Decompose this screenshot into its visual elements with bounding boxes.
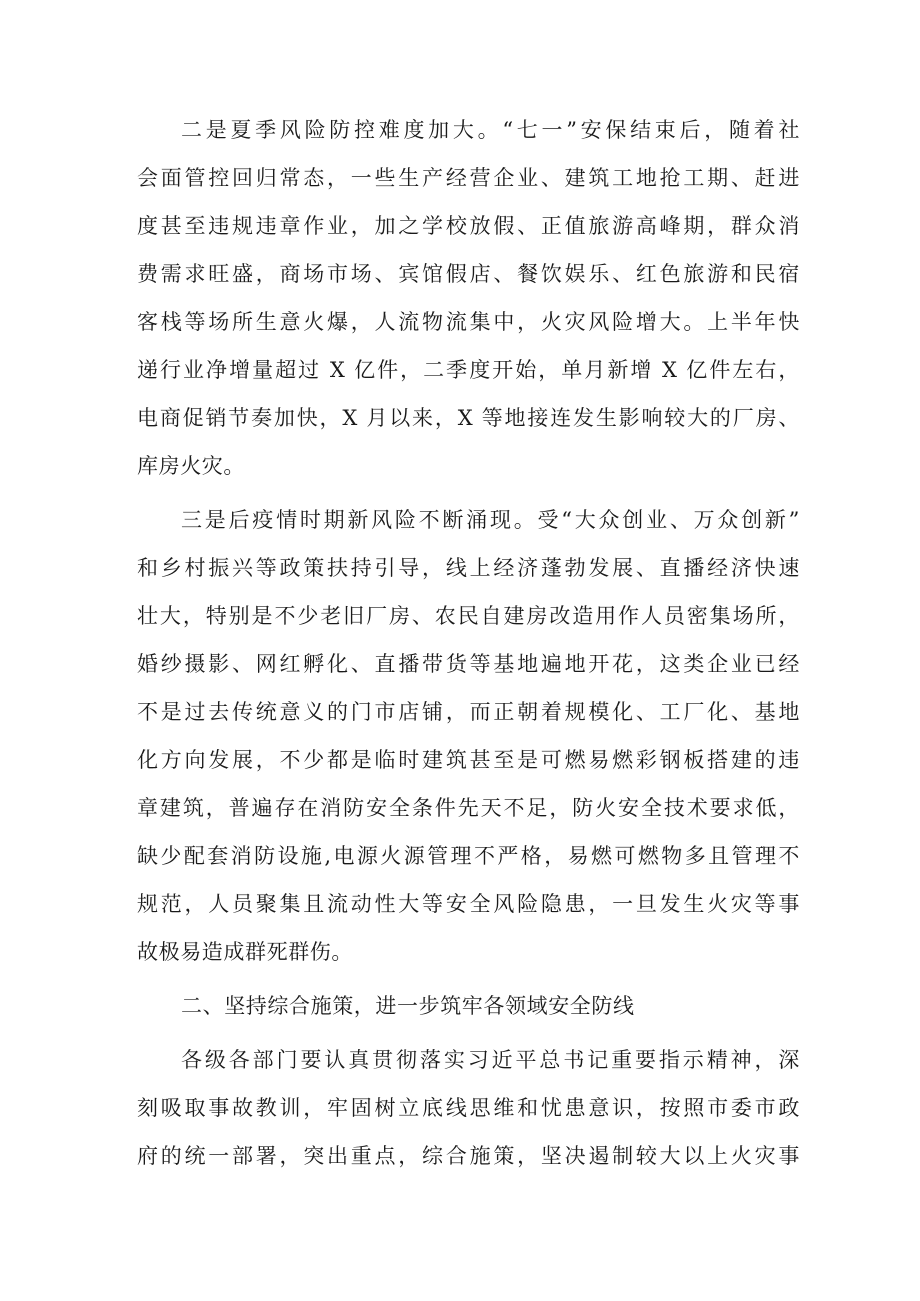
text-line: 规范，人员聚集且流动性大等安全风险隐患，一旦发生火灾等事	[137, 892, 800, 916]
text-line: 度甚至违规违章作业，加之学校放假、正值旅游高峰期，群众消	[137, 214, 800, 238]
section-heading	[137, 982, 800, 1030]
text-line: 故极易造成群死群伤。	[137, 940, 353, 964]
text-line: 缺少配套消防设施,电源火源管理不严格，易燃可燃物多且管理不	[137, 844, 800, 868]
text-line: 化方向发展，不少都是临时建筑甚至是可燃易燃彩钢板搭建的违	[137, 748, 800, 772]
text-line: 客栈等场所生意火爆，人流物流集中，火灾风险增大。上半年快	[137, 310, 800, 334]
text-line: 费需求旺盛，商场市场、宾馆假店、餐饮娱乐、红色旅游和民宿	[137, 262, 800, 286]
paragraph-summer-risk	[137, 106, 800, 490]
text-line: 府的统一部署，突出重点，综合施策，坚决遏制较大以上火灾事	[137, 1144, 800, 1168]
text-line: 库房火灾。	[137, 454, 245, 478]
text-line: 壮大，特别是不少老旧厂房、农民自建房改造用作人员密集场所，	[137, 604, 800, 628]
document-page	[137, 106, 800, 1186]
text-line: 刻吸取事故教训，牢固树立底线思维和忧患意识，按照市委市政	[137, 1096, 800, 1120]
text-line: 会面管控回归常态，一些生产经营企业、建筑工地抢工期、赶进	[137, 166, 800, 190]
text-line: 电商促销节奏加快，X 月以来，X 等地接连发生影响较大的厂房、	[137, 406, 800, 430]
text-line: 婚纱摄影、网红孵化、直播带货等基地遍地开花，这类企业已经	[137, 652, 800, 676]
text-line: 各级各部门要认真贯彻落实习近平总书记重要指示精神，深	[181, 1048, 800, 1072]
text-line: 递行业净增量超过 X 亿件，二季度开始，单月新增 X 亿件左右，	[137, 358, 800, 382]
paragraph-post-pandemic-risk	[137, 496, 800, 976]
text-line: 二是夏季风险防控难度加大。“七一”安保结束后，随着社	[181, 118, 800, 142]
text-line: 三是后疫情时期新风险不断涌现。受“大众创业、万众创新”	[181, 508, 800, 532]
text-line: 章建筑，普遍存在消防安全条件先天不足，防火安全技术要求低，	[137, 796, 800, 820]
text-line: 和乡村振兴等政策扶持引导，线上经济蓬勃发展、直播经济快速	[137, 556, 800, 580]
text-line: 不是过去传统意义的门市店铺，而正朝着规模化、工厂化、基地	[137, 700, 800, 724]
paragraph-implementation	[137, 1036, 800, 1180]
heading-text: 二、坚持综合施策，进一步筑牢各领域安全防线	[181, 994, 635, 1018]
